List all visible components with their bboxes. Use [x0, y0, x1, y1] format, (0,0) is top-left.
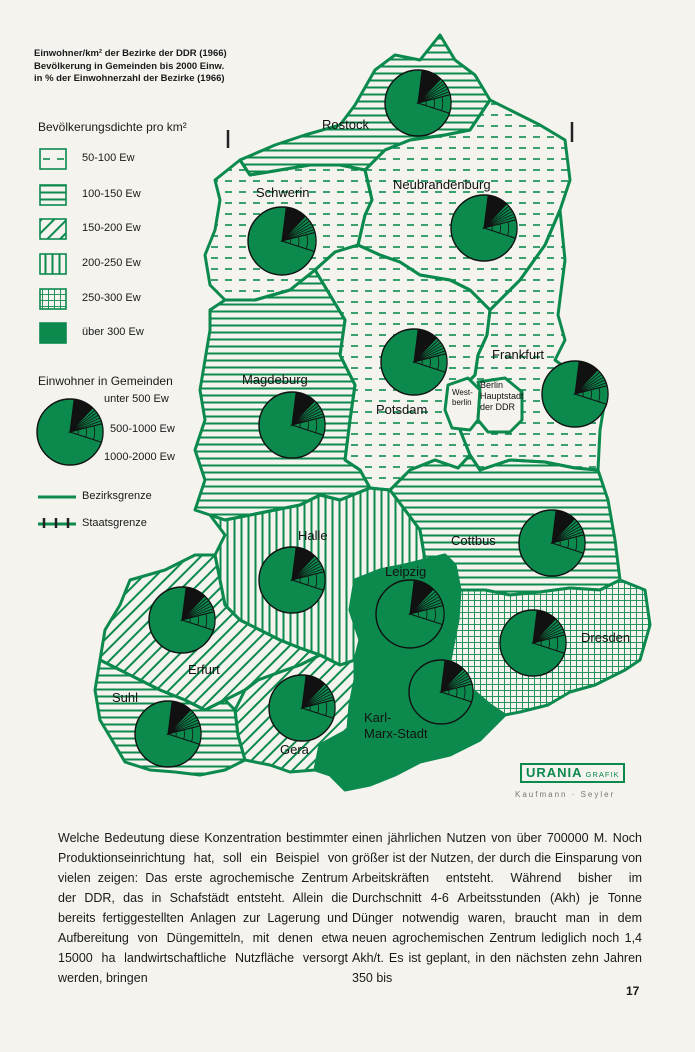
label-westberlin [452, 388, 473, 408]
label-schwerin: Schwerin [256, 185, 310, 200]
label-berlin-2: Hauptstadt [480, 391, 524, 401]
text-column-left [58, 828, 348, 988]
label-berlin-3: der DDR [480, 402, 516, 412]
label-gera: Gera [280, 742, 309, 757]
legend-label-100-150: 100-150 Ew [82, 188, 141, 200]
page-number: 17 [626, 984, 640, 998]
pie-neubrandenburg [451, 195, 517, 261]
legend-swatch-ueber-300 [40, 323, 66, 343]
pie-schwerin [248, 207, 316, 275]
pie-cottbus [519, 510, 585, 576]
legend-line-district: Bezirksgrenze [82, 490, 152, 502]
legend-swatch-50-100 [40, 149, 66, 169]
pie-rostock [385, 70, 451, 136]
paragraph-right: einen jährlichen Nutzen von über 700000 M. Noch größer ist der Nutzen, der durch die Einsparung von Arbeitskräften entsteht. Während bisher im Durchschnitt 4-6 Arbeitsstunden (Akh) je Tonne Dünger notwendig waren, braucht man in dem neuen agrochemischen Zentrum lediglich noch 1,4 Akh/t. Es ist geplant, in den nächsten zehn Jahren 350 bis [352, 831, 642, 985]
pie-frankfurt [542, 361, 608, 427]
label-karl: Karl- [364, 710, 392, 725]
legend-label-250-300: 250-300 Ew [82, 292, 141, 304]
legend-density-heading: Bevölkerungsdichte pro km² [38, 120, 187, 134]
pie-halle [259, 547, 325, 613]
urania-sub: GRAFIK [585, 770, 620, 779]
pie-dresden [500, 610, 566, 676]
pie-leipzig [376, 580, 444, 648]
legend-pop-heading: Einwohner in Gemeinden [38, 374, 173, 388]
label-westberlin-1: West- [452, 388, 473, 397]
pie-potsdam [381, 329, 447, 395]
label-potsdam: Potsdam [376, 402, 428, 417]
label-magdeburg: Magdeburg [242, 372, 308, 387]
legend-label-200-250: 200-250 Ew [82, 257, 141, 269]
pie-karl-marx-stadt [409, 660, 473, 724]
urania-logo [520, 763, 625, 783]
pie-gera [269, 675, 335, 741]
title-line-3: in % der Einwohnerzahl der Bezirke (1966) [34, 73, 225, 84]
legend-label-50-100: 50-100 Ew [82, 152, 135, 164]
title-line-1: Einwohner/km² der Bezirke der DDR (1966) [34, 48, 227, 59]
map-credit: Kaufmann · Seyler [515, 790, 616, 799]
label-marx-stadt: Marx-Stadt [364, 726, 428, 741]
label-berlin-1: Berlin [480, 380, 504, 390]
label-rostock: Rostock [322, 117, 369, 132]
legend-label-ueber-300: über 300 Ew [82, 326, 144, 338]
label-erfurt: Erfurt [188, 662, 220, 677]
legend-swatch-150-200 [40, 219, 66, 239]
legend-label-150-200: 150-200 Ew [82, 222, 141, 234]
pie-suhl [135, 701, 201, 767]
label-westberlin-2: berlin [452, 398, 472, 407]
legend-state-line [38, 518, 76, 528]
title-line-2: Bevölkerung in Gemeinden bis 2000 Einw. [34, 60, 225, 72]
legend-pop-1000-2000: 1000-2000 Ew [104, 451, 175, 463]
legend-swatch-200-250 [40, 254, 66, 274]
label-cottbus: Cottbus [451, 533, 496, 548]
pie-magdeburg [259, 392, 325, 458]
legend-swatch-100-150 [40, 185, 66, 205]
legend-line-state: Staatsgrenze [82, 517, 147, 529]
label-suhl: Suhl [112, 690, 139, 705]
pie-erfurt [149, 587, 215, 653]
paragraph-left: Welche Bedeutung diese Konzentration bestimmter Produktionseinrichtung hat, soll ein Beispiel von vielen zeigen: Das erste agrochemische Zentrum der DDR, das in Schafstädt entsteht. Allein die bereits fertiggestellten Anlagen zur Lagerung und Aufbereitung von Düngemitteln, mit denen etwa 15000 ha landwirtschaftliche Nutzfläche versorgt werden, bringen [58, 831, 348, 985]
urania-name: URANIA [526, 765, 583, 780]
label-neubrandenburg: Neubrandenburg [393, 177, 491, 192]
label-berlin [480, 380, 524, 413]
label-leipzig: Leipzig [385, 564, 427, 579]
legend-pop-500-1000: 500-1000 Ew [110, 423, 175, 435]
pie-legend [37, 399, 103, 465]
legend-pop-under-500: unter 500 Ew [104, 393, 169, 405]
text-column-right [352, 828, 642, 988]
label-halle: Halle [298, 528, 328, 543]
label-frankfurt: Frankfurt [492, 347, 545, 362]
label-dresden: Dresden [581, 630, 631, 645]
legend-swatch-250-300 [40, 289, 66, 309]
